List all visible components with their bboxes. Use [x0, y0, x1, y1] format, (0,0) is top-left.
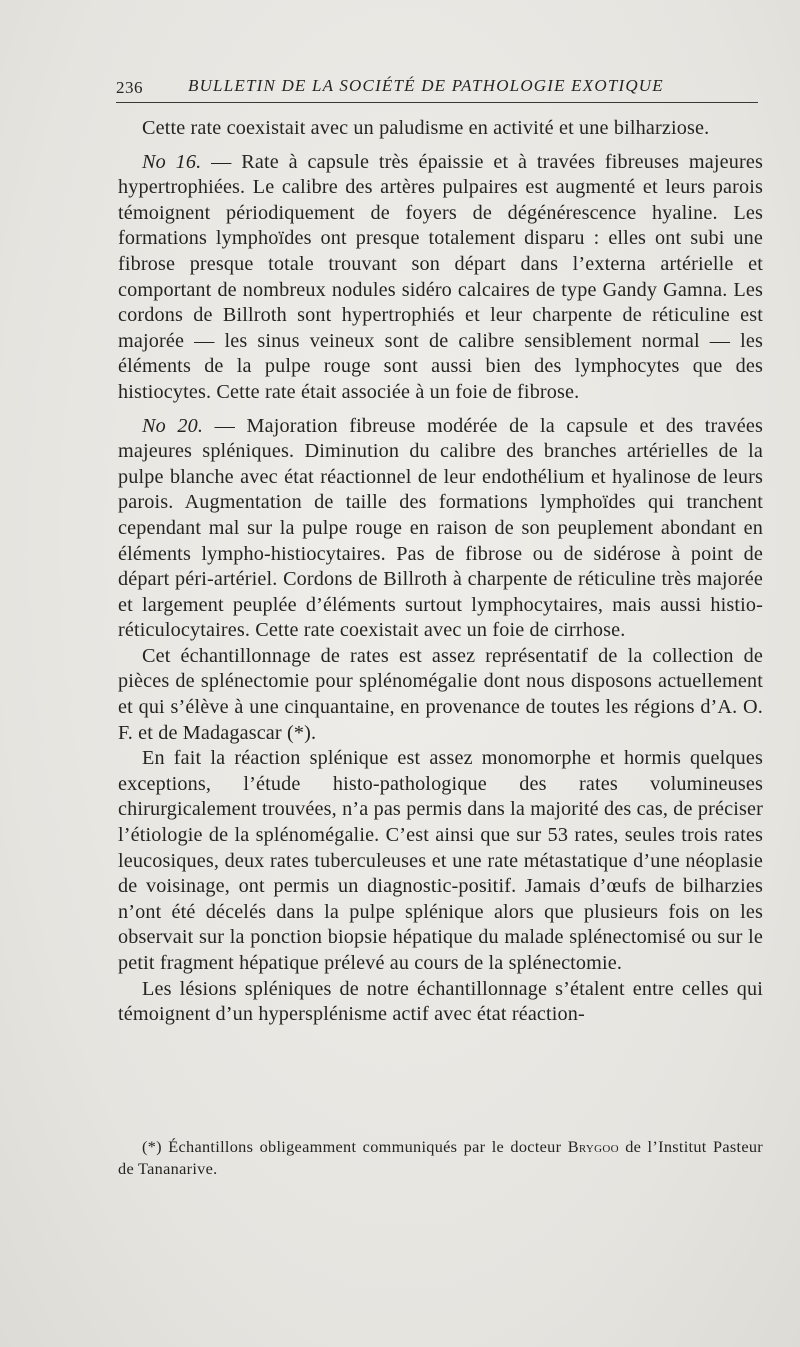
case-number: No 20. [142, 414, 204, 437]
running-header [116, 76, 756, 100]
paragraph-text: — Majoration fibreuse modérée de la capsule et des travées majeures spléniques. Diminution du calibre des branches artérielles de la pulpe blanche avec état réactionnel de leur endothélium et hyalinose de leurs parois. Augmentation de taille des formations lymphoïdes qui tranchent cependant mal sur la pulpe rouge en raison de son peuplement abondant en éléments lympho-histiocytaires. Pas de fibrose ou de sidérose à point de départ péri-artériel. Cordons de Billroth à charpente de réticuline très majorée et largement peuplée d’éléments surtout lymphocytaires, mais aussi histio-réticulocytaires. Cette rate coexistait avec un foie de cirrhose. [118, 414, 764, 642]
footnote-after: de l’Institut Pasteur de Tananarive. [118, 1137, 764, 1178]
paragraph-text: Les lésions spléniques de notre échantillonnage s’étalent entre celles qui témoignent d’un hypersplénisme actif avec état réaction- [118, 977, 763, 1026]
body-text [118, 116, 763, 1028]
paragraph-text: Cette rate coexistait avec un paludisme en activité et une bilharziose. [142, 117, 710, 139]
paragraph-text: Cet échantillonnage de rates est assez représentatif de la collection de pièces de splénectomie pour splénomégalie dont nous disposons actuellement et qui s’élève à une cinquantaine, en provenance de toutes les régions d’A. O. F. et de Madagascar (*). [118, 644, 763, 744]
paragraph-case-16 [118, 150, 763, 406]
paragraph-lesions-spleniques [118, 977, 763, 1028]
header-rule [116, 102, 758, 103]
paragraph-case-20 [118, 414, 763, 644]
paragraph-echantillonnage [118, 644, 763, 746]
case-number: No 16. [142, 150, 202, 173]
footnote-before: (*) Échantillons obligeamment communiqués par le docteur [142, 1137, 568, 1156]
paragraph-text: En fait la réaction splénique est assez monomorphe et hormis quelques exceptions, l’étude histo-pathologique des rates volumineuses chirurgicalement trouvées, n’a pas permis dans la majorité des cas, de préciser l’étiologie de la splénomégalie. C’est ainsi que sur 53 rates, seules trois rates leucosiques, deux rates tuberculeuses et une rate métastatique d’une néoplasie de voisinage, ont permis un diagnostic-positif. Jamais d’œufs de bilharzies n’ont été décelés dans la pulpe splénique alors que plusieurs fois on les observait sur la ponction biopsie hépatique du malade splénectomisé ou sur le petit fragment hépatique prélevé au cours de la splénectomie. [118, 747, 763, 974]
page-number: 236 [116, 78, 143, 97]
running-title: BULLETIN DE LA SOCIÉTÉ DE PATHOLOGIE EXOTIQUE [188, 76, 664, 95]
paragraph-reaction-splenique [118, 746, 763, 976]
paragraph-rate-paludisme [118, 116, 763, 142]
footnote-text [118, 1136, 763, 1180]
footnote-author-name: Brygoo [567, 1137, 619, 1156]
footnote [118, 1136, 763, 1180]
paragraph-text: — Rate à capsule très épaissie et à travées fibreuses majeures hypertrophiées. Le calibre des artères pulpaires est augmenté et leurs parois témoignent périodiquement de foyers de dégénérescence hyaline. Les formations lymphoïdes ont presque totalement disparu : elles ont subi une fibrose presque totale trouvant son départ dans l’externa artérielle et comportant de nombreux nodules sidéro calcaires de type Gandy Gamna. Les cordons de Billroth sont hypertrophiés et leur charpente de réticuline est majorée — les sinus veineux sont de calibre sensiblement normal — les éléments de la pulpe rouge sont aussi bien des lymphocytes que des histiocytes. Cette rate était associée à un foie de fibrose. [118, 150, 763, 403]
